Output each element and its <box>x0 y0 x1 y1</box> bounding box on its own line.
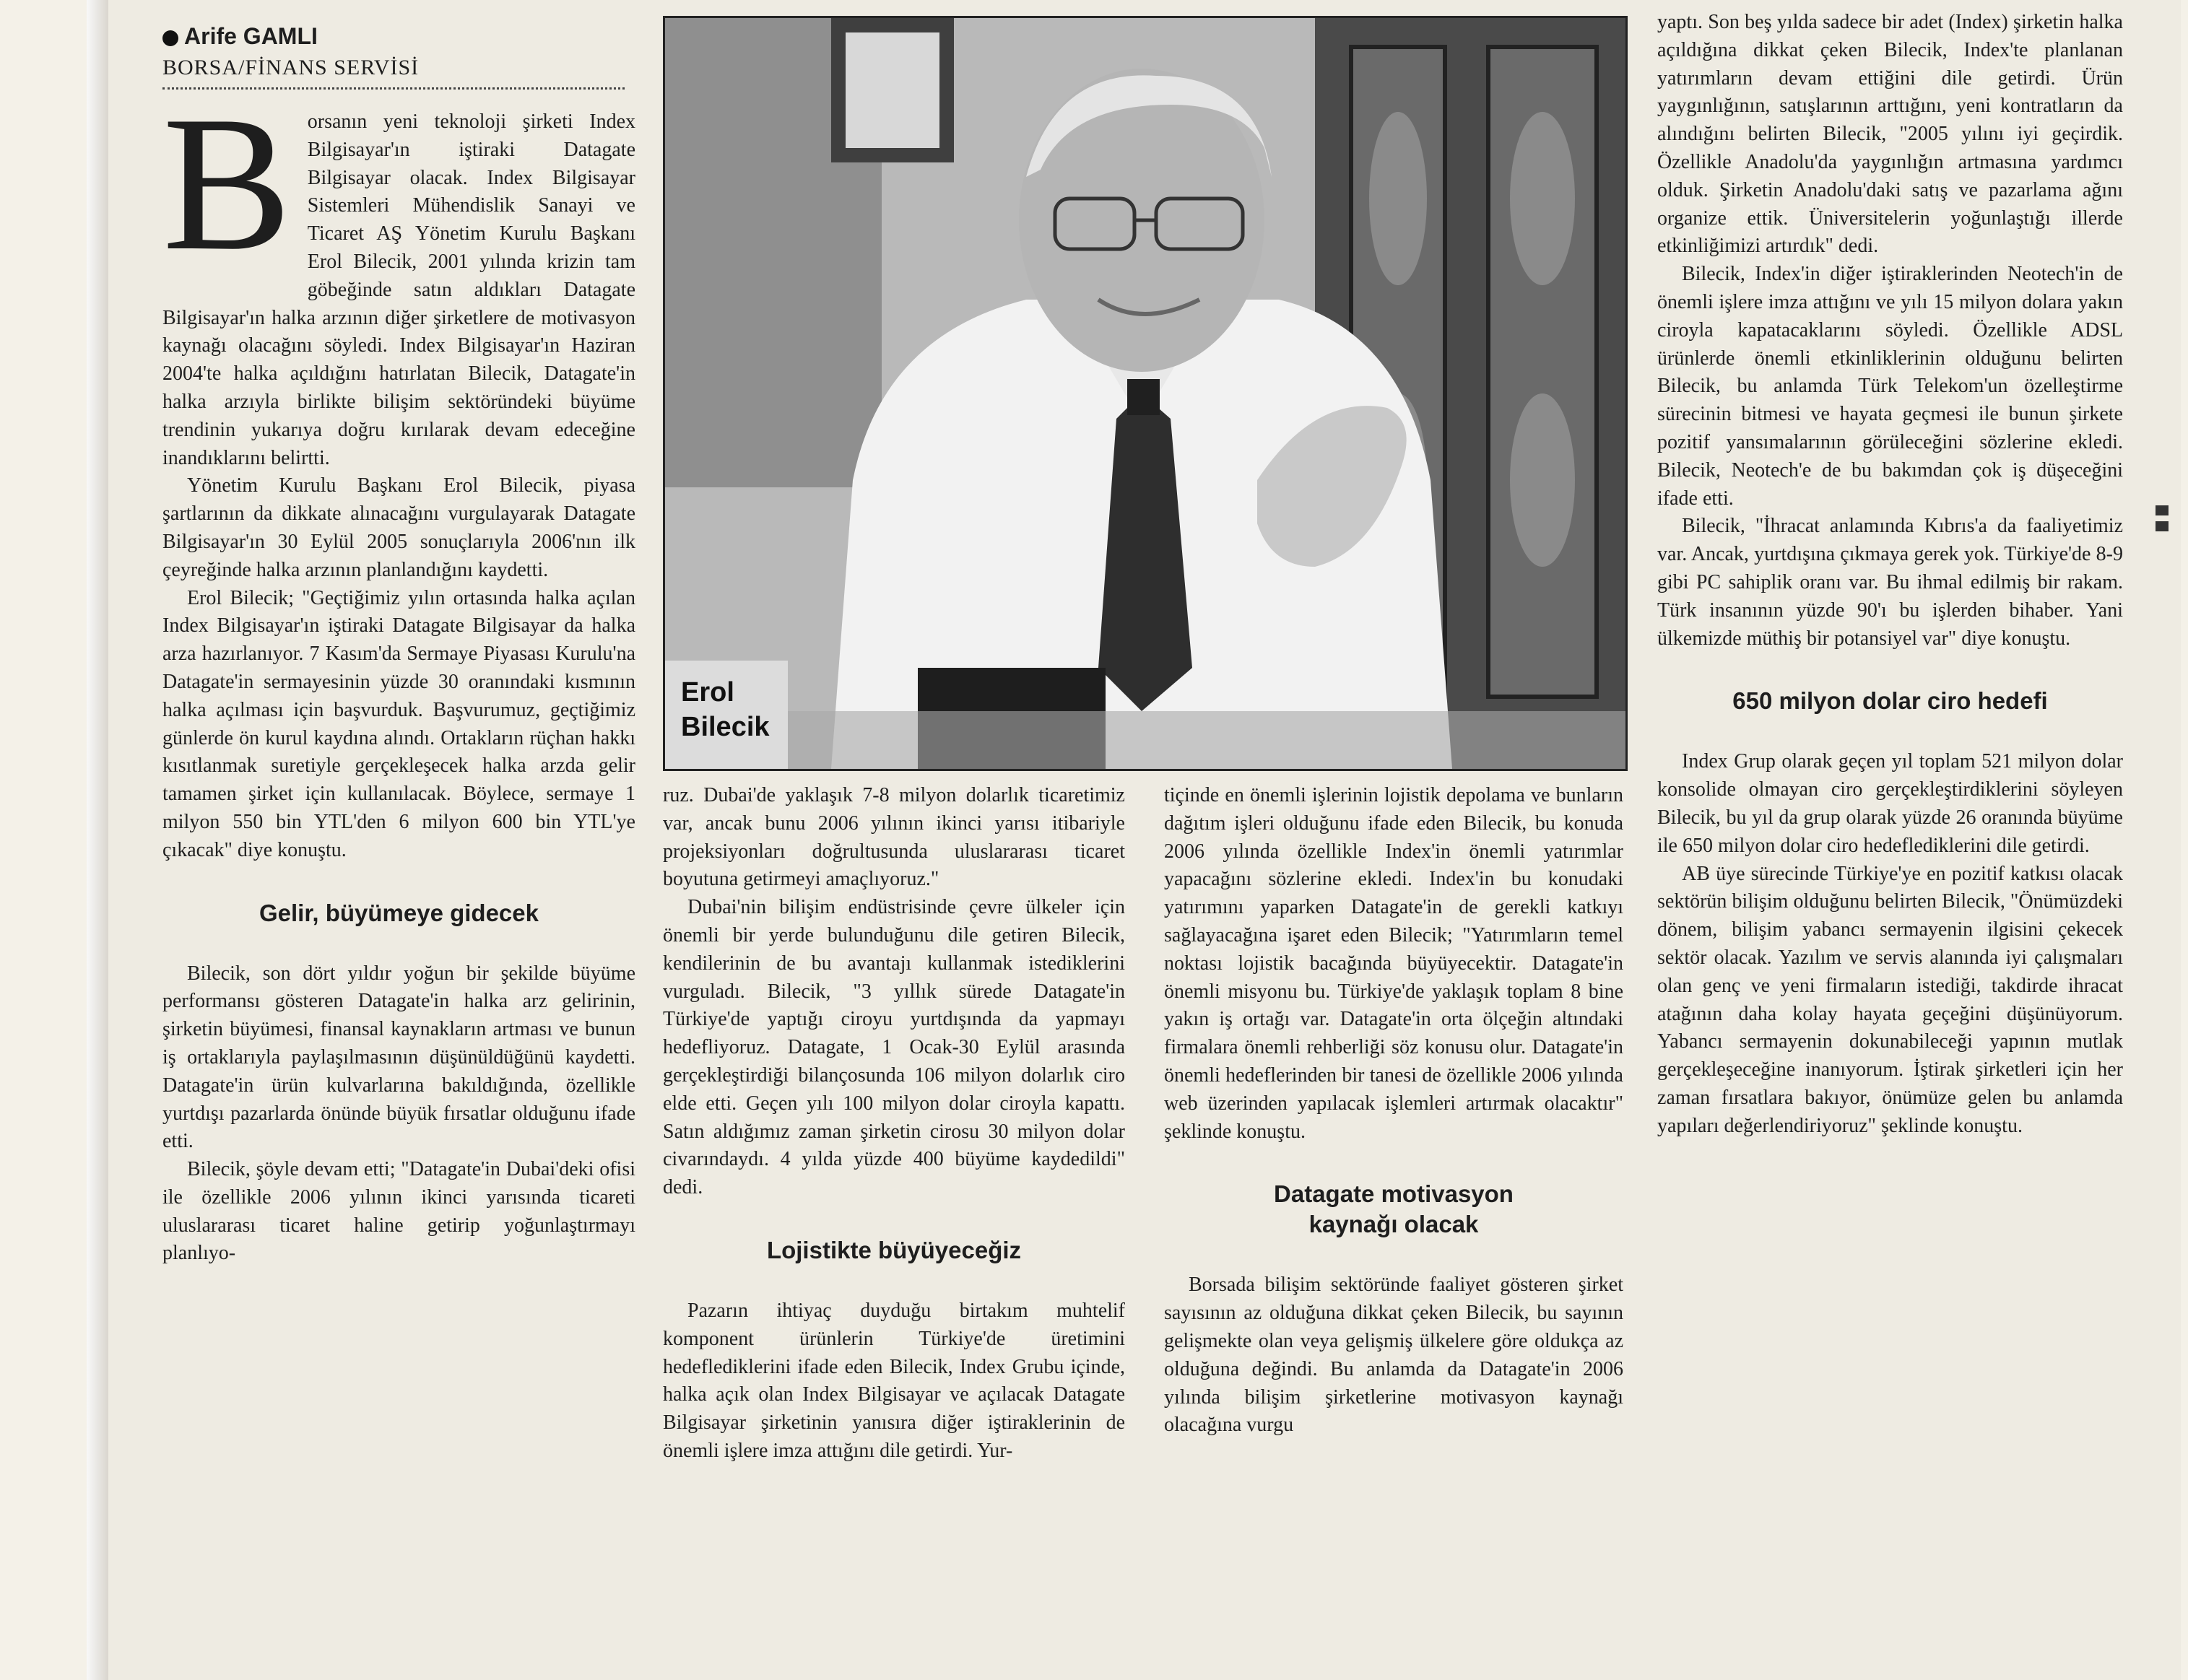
subheading-650-milyon: 650 milyon dolar ciro hedefi <box>1732 687 2048 715</box>
paragraph: Bilecik, son dört yıldır yoğun bir şekilde büyüme performansı gösteren Datagate'in halka arz gelirinin, şirketin büyümesi, finansal kaynakların artması ve bunun iş ortaklarıyla paylaşılmasının düşünüldüğünü kaydetti. Datagate'in ürün kulvarlarına bakıldığında, özellikle yurtdışı pazarlarda önünde büyük fırsatlar olduğunu ifade etti. <box>162 962 635 1153</box>
portrait-photo <box>663 16 1628 771</box>
paragraph: Bilecik, şöyle devam etti; "Datagate'in Dubai'deki ofisi ile özellikle 2006 yılının ikinci yarısında ticareti uluslararası ticaret haline getirip yoğunlaştırmayı planlıyo- <box>162 1158 635 1265</box>
subheading-lojistik: Lojistikte büyüyeceğiz <box>766 1236 1022 1263</box>
paragraph: Bilecik, "İhracat anlamında Kıbrıs'a da faaliyetimiz var. Ancak, yurtdışına çıkmaya gerek yok. Türkiye'de 8-9 gibi PC sahiplik oranı var. Bu ihmal edilmiş bir rakam. Türk insanının yüzde 90'ı bu işlerden bihaber. Yani ülkemizde müthiş bir potansiyel var" diye konuştu. <box>1657 515 2123 650</box>
column-1 <box>162 76 635 1268</box>
paragraph: tiçinde en önemli işlerinin lojistik depolama ve bunların dağıtım işleri olduğunu ifade eden Bilecik, bu konuda 2006 yılında özellikle Index'in önemli yatırımlar yapacağını sözlerine ekledi. Index'in bu konudaki yatırımını yaparken Datagate'in de gerekli katkıyı sağlayacağına işaret eden Bilecik; "Yatırımların temel noktası lojistik bacağında büyüyecektir. Datagate'in önemli misyonu bu. Türkiye'de yaklaşık toplam 8 bine yakın iş ortağı var. Datagate'in orta ölçeğin altındaki firmalara önemli rehberliği söz konusu olur. Datagate'in önemli hedeflerinden bir tanesi de özellikle 2006 yılında web üzerinden yapılacak işlemleri artırmak olacaktır" şeklinde konuştu. <box>1164 784 1623 1143</box>
paragraph: AB üye sürecinde Türkiye'ye en pozitif katkısı olacak sektörün bilişim olduğunu belirten Bilecik, "Önümüzdeki dönem, bilişim yabancı sermayenin ilgisini çekecek sektör olacak. Yazılım ve servis alanında iyi çalışmaları olan genç ve yeni firmaların istediği, takdirde ihracat atağının daha kolay hayata geçeğini düşünüyorum. Yabancı sermayenin dokunabileceği yapının mutlak gerçekleşeceğine inanıyorum. İştirak şirketleri için her zaman fırsatlara bakıyor, önümüze gelen bu anlamda yapıları değerlendiriyoruz" şeklinde konuştu. <box>1657 862 2123 1137</box>
subheading-gelir: Gelir, büyümeye gidecek <box>259 899 539 926</box>
paragraph: Index Grup olarak geçen yıl toplam 521 milyon dolar konsolide olmayan ciro gerçekleştirdiklerini söyleyen Bilecik, bu yıl da grup olarak yüzde 26 oranında büyüme ile 650 milyon dolar ciro hedeflediklerini dile getirdi. <box>1657 750 2123 857</box>
lead-paragraph: Borsanın yeni teknoloji şirketi Index Bilgisayar'ın iştiraki Datagate Bilgisayar olacak. Index Bilgisayar Sistemleri Mühendislik Sanayi ve Ticaret AŞ Yönetim Kurulu Başkanı Erol Bilecik, 2001 yılında krizin tam göbeğinde satın aldıkları Datagate Bilgisayar'ın halka arzının diğer şirketlere de motivasyon kaynağı olacağını söyledi. Index Bilgisayar'ın Haziran 2004'te halka açıldığını hatırlatan Bilecik, Datagate'in halka arzıyla birlikte bilişim sektöründeki büyüme trendinin yukarıya doğru kırılarak devam edeceğine inandıklarını belirtti. <box>162 76 635 469</box>
service-name: BORSA/FİNANS SERVİSİ <box>162 56 420 79</box>
paragraph: Erol Bilecik; "Geçtiğimiz yılın ortasında halka açılan Index Bilgisayar'ın iştiraki Datagate Bilgisayar da halka arza hazırlanıyor. 7 Kasım'da Sermaye Piyasası Kurulu'na Datagate'in sermayesinin yüzde 30 oranındaki kısmının halka açılması için başvurduk. Başvurumuz, geçtiğimiz günlerde ön kurul kaydına alındı. Ortakların rüçhan hakkı kısıtlanmak suretiyle gerçekleşecek halka arzda gelir tamamen şirket için kullanılacak. Böylece, sermaye 1 milyon 550 bin YTL'den 6 milyon 600 bin YTL'ye çıkacak" diye konuştu. <box>162 586 635 861</box>
paragraph: yaptı. Son beş yılda sadece bir adet (Index) şirketin halka açıldığına dikkat çeken Bilecik, Index'te planlanan yatırımların devam ettiğini dile getirdi. Ürün yaygınlığının, satışlarının arttığını, yeni kontratların da alındığını belirten Bilecik, "2005 yılını iyi geçirdik. Özellikle Anadolu'da yaygınlığın artmasına yardımcı olduk. Şirketin Anadolu'daki satış ve pazarlama ağını organize ettik. Üniversitelerin yoğunlaştığı illerde etkinliğimizi artırdık" dedi. <box>1657 11 2123 258</box>
column-2 <box>663 782 1125 1466</box>
bullet-icon <box>162 30 178 46</box>
paragraph: Pazarın ihtiyaç duyduğu birtakım muhtelif komponent ürünlerin Türkiye'de üretimini hedeflediklerini ifade eden Bilecik, Index Grubu içinde, halka açık olan Index Bilgisayar ve açılacak Datagate Bilgisayar şirketinin yanısıra diğer iştiraklerinin de önemli işlere imza attığını dile getirdi. Yur- <box>663 1299 1125 1462</box>
paragraph: Dubai'nin bilişim endüstrisinde çevre ülkeler için önemli bir yerde bulunduğunu dile getiren Bilecik, kendilerinin de bu avantajı kullanmak istediklerini vurguladı. Bilecik, "3 yıllık sürede Datagate'in Türkiye'de yaptığı ciroyu yurtdışında da yapmayı hedefliyoruz. Datagate, 1 Ocak-30 Eylül arasında gerçekleştirdiği bilançosunda 106 milyon dolarlık ciro elde etti. Geçen yılı 100 milyon dolar ciroyla kapattı. Satın aldığımız zaman şirketin cirosu 30 milyon dolar civarındaydı. 4 yılda yüzde 400 büyüme kaydedildi" dedi. <box>663 896 1125 1199</box>
paragraph: ruz. Dubai'de yaklaşık 7-8 milyon dolarlık ticaretimiz var, ancak bunu 2006 yılının ikinci yarısı itibariyle projeksiyonları doğrultusunda uluslararası ticaret boyutuna getirmeyi amaçlıyoruz." <box>663 784 1125 891</box>
drop-cap: B <box>162 76 292 290</box>
column-4 <box>1657 9 2123 1140</box>
scan-edge-marks <box>2156 505 2170 537</box>
paragraph: Yönetim Kurulu Başkanı Erol Bilecik, piyasa şartlarının da dikkate alınacağını vurgulayarak Datagate Bilgisayar'ın 30 Eylül 2005 sonuçlarıyla 2006'nın ilk çeyreğinde halka arzının planlandığını kaydetti. <box>162 474 635 581</box>
column-3 <box>1164 782 1623 1440</box>
paragraph: Borsada bilişim sektöründe faaliyet gösteren şirket sayısının az olduğuna dikkat çeken Bilecik, bu sayının gelişmekte olan veya gelişmiş ülkelere göre oldukça az olduğuna değindi. Bu anlamda da Datagate'in 2006 yılında bilişim şirketlerine motivasyon kaynağı olacağına vurgu <box>1164 1274 1623 1437</box>
photo-caption: Erol Bilecik <box>665 661 788 769</box>
subheading-datagate: Datagate motivasyon kaynağı olacak <box>1274 1180 1514 1238</box>
portrait-illustration <box>665 18 1625 769</box>
author-name: Arife GAMLI <box>184 23 318 49</box>
paragraph: Bilecik, Index'in diğer iştiraklerinden Neotech'in de önemli işlere imza attığını ve yılı 15 milyon dolara yakın ciroyla kapatacaklarını söyledi. Özellikle ADSL ürünlerde önemli etkinliklerinin olduğunu belirten Bilecik, bu anlamda Türk Telekom'un özelleştirme sürecinin bitmesi ve hayata geçmesi ile bunun şirkete pozitif yansımalarının görüleceğini sözlerine ekledi. Bilecik, Neotech'e de bu bakımdan çok iş düşeceğini ifade etti. <box>1657 263 2123 510</box>
